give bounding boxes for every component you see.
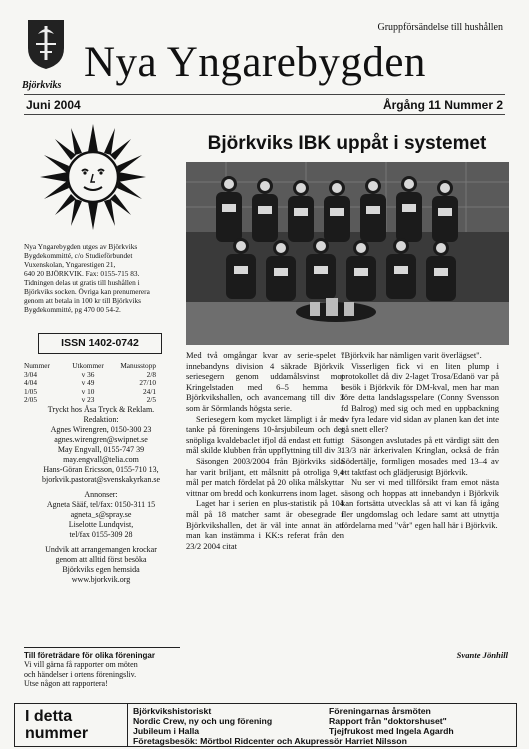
note-line: Björkviks egen hemsida bbox=[62, 565, 140, 574]
schedule-cell: 2/5 bbox=[146, 395, 156, 405]
article-column-2 bbox=[341, 350, 499, 530]
article-author: Svante Jönhill bbox=[456, 650, 508, 660]
colophon-line: Bygdekommitté, c/o Studieförbundet bbox=[24, 251, 133, 260]
issue-number: Årgång 11 Nummer 2 bbox=[382, 98, 503, 112]
ads-heading: Annonser: bbox=[84, 490, 118, 499]
schedule-header: Manusstopp bbox=[120, 361, 156, 370]
tagline: Gruppförsändelse till hushållen bbox=[377, 22, 503, 33]
ads-line: Agneta Sääf, tel/fax: 0150-311 15 bbox=[46, 500, 156, 509]
editorial-info bbox=[22, 405, 180, 585]
contents-divider bbox=[127, 704, 128, 746]
masthead-rule bbox=[24, 94, 505, 95]
schedule-cell: 4/04 bbox=[24, 378, 37, 388]
crest-label: Björkviks bbox=[22, 80, 62, 91]
article-paragraph: Visserligen fick vi en liten plump i protokollet då div 2-laget Trosa/Edanö var på besök i Björkvik för DM-kval, men har man före detta landslagsspelare (Conny Svensson fd Balrog) med sig och med en uppbackning av fyra ledare vid sidan av planen kan det inte gå snett eller? bbox=[341, 360, 499, 435]
article-paragraph: Laget har i serien en plus-statistik på 104 mål på 18 matcher samt är obesegrade i Björkvikshallen, det är väl inte annat än att man kan instämma i KK:s referat från den 23/2 2004 citat bbox=[186, 498, 344, 551]
article-paragraph: Nu ser vi med tillförsikt fram emot nästa säsong och hoppas att innebandyn i Björkvik kan fortsätta utvecklas så att vi kan få igång fler ungdomslag och ledare samt att utnyttja fördelarna med "vår" egen hall här i Björkvik. bbox=[341, 477, 499, 530]
editor-email-link[interactable]: agnes.wirengren@swipnet.se bbox=[54, 435, 148, 444]
schedule-row bbox=[24, 379, 182, 388]
article-paragraph: "Björkvik har nämligen varit överlägset". bbox=[341, 350, 482, 360]
contents-row bbox=[133, 706, 515, 716]
contents-list bbox=[133, 706, 515, 746]
issue-date: Juni 2004 bbox=[26, 98, 81, 112]
schedule-cell: v 23 bbox=[81, 395, 95, 405]
article-headline: Björkviks IBK uppåt i systemet bbox=[207, 133, 487, 154]
schedule-header: Utkommer bbox=[72, 361, 104, 370]
colophon bbox=[24, 242, 174, 314]
article-paragraph: Seriesegern kom mycket lämpligt i år med tanke på föreningens 10-årsjubileum och det snöpliga kvaldebaclet ifjol då endast ett futtigt mål skilde klubben från uppflyttning till div 3. bbox=[186, 413, 344, 456]
article-paragraph: Säsongen avslutades på ett värdigt sätt den 13/3 när ärkerivalen Kringlan, också de från Södertälje, formligen mosades med 13–4 av ett taktfast och glädjerusigt Björkvik. bbox=[341, 434, 499, 477]
schedule-cell: 24/1 bbox=[143, 386, 156, 396]
article-paragraph: Säsongen 2003/2004 från Björkviks sida har varit briljant, ett målsnitt på otroliga 9,4 mål per match fördelat på 20 olika målskyttar vittnar om bredd och konkurrens inom laget. bbox=[186, 455, 344, 498]
schedule-cell: 1/05 bbox=[24, 386, 37, 396]
schedule-cell: v 10 bbox=[81, 386, 95, 396]
website-link[interactable]: www.bjorkvik.org bbox=[71, 575, 131, 584]
contributors-line: och händelser i ortens föreningsliv. bbox=[24, 669, 137, 679]
contributors-line: Vi vill gärna få rapporter om möten bbox=[24, 660, 138, 670]
colophon-line: 640 20 BJÖRKVIK. Fax: 0155-715 83. bbox=[24, 269, 140, 278]
schedule-cell: v 49 bbox=[81, 378, 95, 388]
contents-item: Nordic Crew, ny och ung förening bbox=[133, 716, 273, 726]
contents-item: Föreningarnas årsmöten bbox=[329, 706, 431, 716]
sun-illustration bbox=[38, 122, 148, 232]
schedule-cell: v 36 bbox=[81, 369, 95, 379]
masthead-bottom-rule bbox=[24, 114, 505, 115]
publication-schedule bbox=[24, 362, 182, 405]
colophon-line: Vuxenskolan, Yngarestigen 21, bbox=[24, 260, 116, 269]
schedule-cell: 2/05 bbox=[24, 395, 37, 405]
editorial-heading: Redaktion: bbox=[83, 415, 119, 424]
in-this-issue-box bbox=[14, 703, 517, 747]
schedule-header: Nummer bbox=[24, 361, 50, 370]
ads-line: Liselotte Lundqvist, bbox=[68, 520, 134, 529]
schedule-row bbox=[24, 371, 182, 380]
contents-item: Tjejfrukost med Ingela Agardh bbox=[329, 726, 454, 736]
contents-item: Björkvikshistoriskt bbox=[133, 706, 212, 716]
colophon-line: Björkviks socken. Övriga kan prenumerera bbox=[24, 287, 150, 296]
schedule-cell: 3/04 bbox=[24, 369, 37, 379]
contents-row bbox=[133, 726, 515, 736]
contents-row bbox=[133, 716, 515, 726]
newspaper-title: Nya Yngarebygden bbox=[84, 39, 426, 86]
editor-email-link[interactable]: bjorkvik.pastorat@svenskakyrkan.se bbox=[41, 475, 160, 484]
note-line: genom att alltid först besöka bbox=[55, 555, 147, 564]
editor-line: May Engvall, 0155-747 39 bbox=[57, 445, 145, 454]
article-column-1 bbox=[186, 350, 344, 551]
article-paragraph: Med två omgångar kvar av serie-spelet i innebandyns division 4 säkrade Björkvik seriesegern genom uddamålsvinst mot Kringelstaden med 6–5 hemma i Björkvikshallen, och avancemang till div 3 som är Sörmlands högsta serie. bbox=[186, 350, 344, 413]
editor-line: Agnes Wirengren, 0150-300 23 bbox=[50, 425, 152, 434]
editor-line: Hans-Göran Ericsson, 0155-710 13, bbox=[43, 465, 159, 474]
in-this-issue-label-line: nummer bbox=[25, 725, 89, 742]
schedule-row bbox=[24, 396, 182, 405]
issn-box: ISSN 1402-0742 bbox=[38, 333, 162, 354]
contributors-heading: Till företrädare för olika föreningar bbox=[24, 651, 155, 660]
colophon-line: Tidningen delas ut gratis till hushållen i bbox=[24, 278, 140, 287]
schedule-cell: 2/8 bbox=[146, 369, 156, 379]
contents-item: Rapport från "doktorshuset" bbox=[329, 716, 447, 726]
schedule-cell: 27/10 bbox=[139, 378, 156, 388]
in-this-issue-label-line: I detta bbox=[25, 708, 73, 725]
colophon-line: genom att betala in 100 kr till Björkviks bbox=[24, 296, 141, 305]
contents-item: Jubileum i Halla bbox=[133, 726, 200, 736]
municipality-crest-logo bbox=[26, 18, 66, 70]
ads-email-link[interactable]: agneta_s@spray.se bbox=[70, 510, 132, 519]
colophon-line: Bygdekommitté, pg 470 00 54-2. bbox=[24, 305, 121, 314]
printer-line: Tryckt hos Åsa Tryck & Reklam. bbox=[47, 405, 155, 414]
contributors-line: Utse någon att rapportera! bbox=[24, 679, 108, 689]
team-photo bbox=[186, 162, 509, 345]
note-line: Undvik att arrangemangen krockar bbox=[45, 545, 157, 554]
contributors-box bbox=[24, 647, 180, 695]
colophon-line: Nya Yngarebygden utges av Björkviks bbox=[24, 242, 138, 251]
editor-email-link[interactable]: may.engvall@telia.com bbox=[63, 455, 139, 464]
contents-item: Företagsbesök: Mörtbol Ridcenter och Akupressör Harriet Nilsson bbox=[133, 736, 407, 746]
schedule-row bbox=[24, 388, 182, 397]
ads-line: tel/fax 0155-309 28 bbox=[69, 530, 133, 539]
in-this-issue-label bbox=[25, 708, 88, 742]
